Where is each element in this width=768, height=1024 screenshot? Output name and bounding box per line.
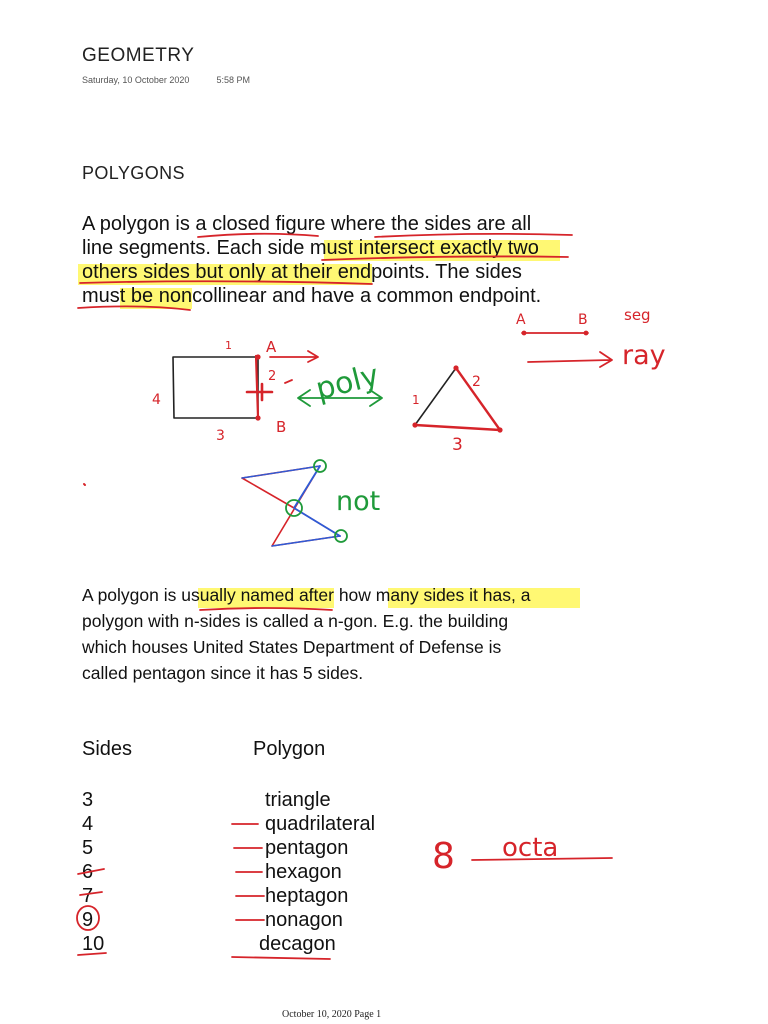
ray-arrow xyxy=(528,352,612,367)
naming-line: called pentagon since it has 5 sides. xyxy=(82,663,364,683)
tri-label-2: 2 xyxy=(472,374,481,390)
dash-mark xyxy=(232,957,330,959)
vertex-dot xyxy=(584,331,589,336)
tri-label-1: 1 xyxy=(412,393,420,407)
label-4: 4 xyxy=(152,392,161,408)
table-header-polygon: Polygon xyxy=(253,738,326,760)
naming-line: A polygon is usually named after how many sides it has, a xyxy=(82,585,531,605)
label-1: 1 xyxy=(225,339,232,352)
table-row-polygon: nonagon xyxy=(265,909,343,931)
rectangle-shape xyxy=(173,357,258,418)
label-3: 3 xyxy=(216,428,225,444)
underline-stroke xyxy=(78,306,190,310)
table-row-sides: 10 xyxy=(82,933,105,955)
page-time: 5:58 PM xyxy=(216,75,250,85)
underline-stroke xyxy=(200,608,332,610)
table-row-polygon: hexagon xyxy=(265,861,342,883)
vertex-dot xyxy=(412,422,417,427)
zigzag-blue xyxy=(294,466,340,536)
ink-dot xyxy=(84,484,85,485)
strike-mark xyxy=(78,869,104,874)
definition-line: line segments. Each side must intersect exactly two xyxy=(82,237,539,259)
naming-line: polygon with n-sides is called a n-gon. E.g. the building xyxy=(82,611,509,631)
seg-label-a: A xyxy=(516,312,526,328)
circle-mark xyxy=(77,906,99,930)
page-footer: October 10, 2020 Page 1 xyxy=(282,1009,382,1020)
definition-line: A polygon is a closed figure where the sides are all xyxy=(82,213,532,235)
table-row-polygon: triangle xyxy=(265,789,331,811)
table-row-polygon: decagon xyxy=(259,933,336,955)
table-row-polygon: pentagon xyxy=(265,837,349,859)
arrow-shape xyxy=(270,351,318,362)
eight-number: 8 xyxy=(432,836,455,877)
table-header-sides: Sides xyxy=(82,738,133,760)
definition-line: must be noncollinear and have a common endpoint. xyxy=(82,285,542,307)
page-date: Saturday, 10 October 2020 xyxy=(82,75,190,85)
tick-mark xyxy=(285,380,292,383)
vertex-dot xyxy=(255,354,260,359)
triangle-shape xyxy=(415,368,500,430)
section-heading: POLYGONS xyxy=(82,163,185,183)
cross-mark xyxy=(247,384,272,400)
vertex-dot xyxy=(497,427,502,432)
table-row-polygon: quadrilateral xyxy=(265,813,376,835)
vertex-dots xyxy=(255,331,588,433)
ray-word: ray xyxy=(622,340,666,371)
table-row-sides: 3 xyxy=(82,789,94,811)
vertex-dot xyxy=(255,415,260,420)
zigzag-red xyxy=(242,466,340,546)
underline-stroke xyxy=(80,281,372,284)
not-word: not xyxy=(336,486,381,517)
page-title: GEOMETRY xyxy=(82,45,195,66)
poly-word: poly xyxy=(312,357,383,408)
seg-word: seg xyxy=(624,306,651,324)
table-row-sides: 5 xyxy=(82,837,94,859)
table-row-sides: 6 xyxy=(82,861,94,883)
vertex-dot xyxy=(522,331,527,336)
label-2: 2 xyxy=(268,369,277,384)
label-a: A xyxy=(266,338,277,356)
table-row-polygon: heptagon xyxy=(265,885,349,907)
naming-line: which houses United States Department of Defense is xyxy=(82,637,502,657)
label-b: B xyxy=(276,418,287,436)
table-row-sides: 7 xyxy=(82,885,94,907)
vertex-dot xyxy=(453,365,458,370)
underline-stroke xyxy=(322,256,568,260)
handwritten-labels xyxy=(152,306,666,877)
definition-line: others sides but only at their endpoints. The sides xyxy=(82,261,522,283)
underline-stroke xyxy=(78,953,106,955)
underline-stroke xyxy=(198,234,572,237)
octa-word: octa xyxy=(502,833,559,863)
table-row-sides: 9 xyxy=(82,909,94,931)
strike-mark xyxy=(80,892,102,895)
triangle-edge xyxy=(415,368,500,430)
tri-label-3: 3 xyxy=(452,435,463,455)
seg-label-b: B xyxy=(578,312,588,328)
table-row-sides: 4 xyxy=(82,813,94,835)
